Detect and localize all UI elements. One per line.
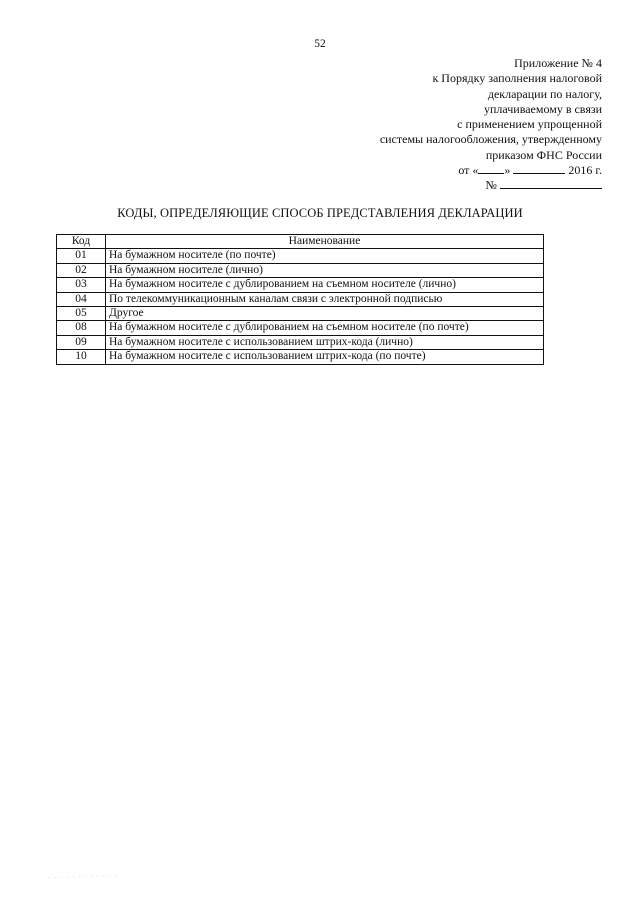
row-code: 02 <box>57 263 106 277</box>
date-prefix: от « <box>458 163 479 178</box>
number-blank <box>500 178 602 189</box>
document-title: КОДЫ, ОПРЕДЕЛЯЮЩИЕ СПОСОБ ПРЕДСТАВЛЕНИЯ ДЕКЛАРАЦИИ <box>117 206 523 220</box>
row-code: 09 <box>57 335 106 349</box>
header-code: Код <box>57 235 106 249</box>
row-name: На бумажном носителе с дублированием на съемном носителе (по почте) <box>106 321 544 335</box>
appendix-line: уплачиваемому в связи <box>483 101 602 116</box>
appendix-block <box>380 56 602 194</box>
row-code: 10 <box>57 350 106 364</box>
row-name: На бумажном носителе с дублированием на съемном носителе (лично) <box>106 278 544 292</box>
appendix-line: системы налогообложения, утвержденному <box>379 132 602 147</box>
month-blank <box>513 163 565 174</box>
row-code: 05 <box>57 307 106 321</box>
day-blank <box>478 163 504 174</box>
number-prefix: № <box>485 178 500 193</box>
table-row <box>57 335 544 349</box>
table-row <box>57 350 544 364</box>
row-name: На бумажном носителе с использованием штрих-кода (лично) <box>106 335 544 349</box>
scan-watermark: · · · · · · · · · · · · <box>47 871 119 883</box>
row-name: Другое <box>106 307 544 321</box>
table-row <box>57 249 544 263</box>
date-suffix: 2016 г. <box>565 163 602 178</box>
codes-table <box>56 234 544 365</box>
table-row <box>57 292 544 306</box>
appendix-line: с применением упрощенной <box>457 117 602 132</box>
row-name: По телекоммуникационным каналам связи с электронной подписью <box>106 292 544 306</box>
appendix-line: к Порядку заполнения налоговой <box>432 71 602 86</box>
appendix-line: декларации по налогу, <box>487 86 602 101</box>
page-number: 52 <box>314 38 326 50</box>
row-code: 08 <box>57 321 106 335</box>
row-code: 03 <box>57 278 106 292</box>
row-name: На бумажном носителе (по почте) <box>106 249 544 263</box>
table-row <box>57 307 544 321</box>
table-header-row <box>57 235 544 249</box>
row-code: 01 <box>57 249 106 263</box>
table-row <box>57 278 544 292</box>
row-name: На бумажном носителе (лично) <box>106 263 544 277</box>
table-row <box>57 321 544 335</box>
appendix-line: Приложение № 4 <box>514 56 602 70</box>
date-mid: » <box>504 163 514 178</box>
header-name: Наименование <box>106 235 544 249</box>
table-row <box>57 263 544 277</box>
row-name: На бумажном носителе с использованием штрих-кода (по почте) <box>106 350 544 364</box>
row-code: 04 <box>57 292 106 306</box>
appendix-line: приказом ФНС России <box>485 147 602 162</box>
appendix-date-line <box>380 163 602 178</box>
appendix-number-line <box>380 178 602 193</box>
